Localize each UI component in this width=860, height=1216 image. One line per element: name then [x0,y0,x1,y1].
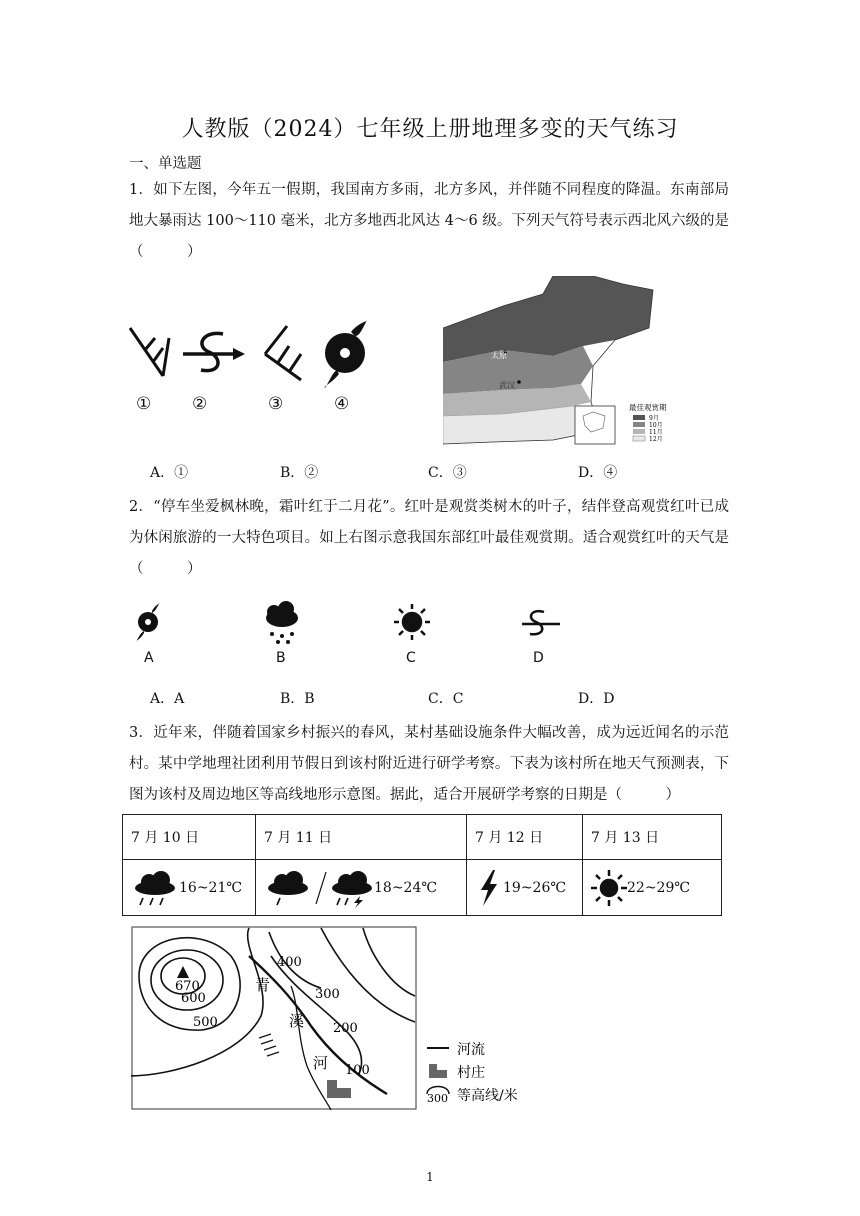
symbol-label-3: ③ [268,394,284,414]
river-char: 溪 [289,1012,305,1030]
q1-option-b[interactable]: B．② [280,465,319,481]
legend-village: 村庄 [457,1065,485,1081]
forecast-cell [467,860,583,916]
contour-map [131,926,551,1111]
symbol-label-2: ② [192,394,208,414]
q1-option-d[interactable]: D．④ [578,465,618,481]
q2-option-d[interactable]: D．D [578,691,615,707]
city-wuhan: 武汉 [499,381,515,390]
sun-icon [591,868,627,908]
legend-river: 河流 [457,1042,485,1058]
lightning-icon [475,868,503,908]
map-legend-item: 12月 [649,436,663,443]
contour-label: 100 [345,1063,370,1078]
section-heading: 一、单选题 [129,156,202,172]
q2-option-b[interactable]: B．B [280,691,315,707]
forecast-date: 7 月 13 日 [583,815,722,860]
forecast-temp: 22~29℃ [627,879,691,896]
light-rain-thunderstorm-icon [264,868,374,908]
legend-contour-sample: 300 [427,1092,448,1105]
forecast-temp: 19~26℃ [503,879,567,896]
q1-option-a[interactable]: A．① [150,465,189,481]
question-3-text: 3．近年来，伴随着国家乡村振兴的春风，某村基础设施条件大幅改善，成为远近闻名的示范村。某中学地理社团利用节假日到该村附近进行研学考察。下表为该村所在地天气预测表，下图为该村及周边地区等高线地形示意图。据此，适合开展研学考察的日期是（ ） [129,725,729,803]
q1-option-c[interactable]: C．③ [428,465,467,481]
q2-symbol-label-b: B [276,650,286,666]
question-2-text: 2．“停车坐爱枫林晚，霜叶红于二月花”。红叶是观赏类树木的叶子，结伴登高观赏红叶已成为休闲旅游的一大特色项目。如上右图示意我国东部红叶最佳观赏期。适合观赏红叶的天气是（ ） [129,499,729,577]
forecast-date: 7 月 10 日 [123,815,256,860]
wind-barb-nw-6-icon [130,328,169,376]
contour-label: 200 [333,1021,358,1036]
page-number: 1 [426,1170,434,1184]
q2-symbol-label-d: D [533,650,544,666]
inset-map-box [575,406,615,444]
forecast-cell [256,860,467,916]
symbol-label-1: ① [136,394,152,414]
q2-option-a[interactable]: A．A [150,691,185,707]
map-legend-title: 最佳观赏期 [629,403,667,412]
red-leaf-map [443,276,715,448]
contour-label: 300 [315,987,340,1002]
forecast-cell [583,860,722,916]
q2-symbol-label-c: C [406,650,416,666]
map-legend-item: 11月 [649,429,663,436]
sandstorm-icon [522,611,560,634]
map-legend-item: 9月 [649,415,659,422]
typhoon-icon [325,320,367,388]
q2-option-c[interactable]: C．C [428,691,464,707]
page-title: 人教版（2024）七年级上册地理多变的天气练习 [181,117,679,142]
contour-label: 500 [193,1015,218,1030]
forecast-date: 7 月 12 日 [467,815,583,860]
forecast-temp: 16~21℃ [179,879,243,896]
weather-symbols-q2 [132,598,572,648]
forecast-temp: 18~24℃ [374,879,438,896]
rain-cloud-icon [266,601,298,644]
city-taiyuan: 太原 [491,351,507,360]
legend-contour: 等高线/米 [457,1088,518,1104]
typhoon-icon [136,602,160,642]
river-char: 河 [313,1054,329,1072]
river-char: 青 [255,976,271,994]
weather-forecast-table [122,814,722,916]
contour-label: 600 [181,991,206,1006]
symbol-label-4: ④ [334,394,350,414]
q2-symbol-label-a: A [144,650,154,666]
sun-icon [394,604,430,640]
map-legend-item: 10月 [649,422,663,429]
question-1-text: 1．如下左图，今年五一假期，我国南方多雨，北方多风，并伴随不同程度的降温。东南部局地大暴雨达 100～110 毫米，北方多地西北风达 4～6 级。下列天气符号表示西北风六级的是（ ） [129,182,729,260]
contour-label: 400 [277,955,302,970]
rain-cloud-icon [131,868,179,908]
forecast-cell [123,860,256,916]
legend-village-icon [429,1064,447,1078]
forecast-date: 7 月 11 日 [256,815,467,860]
peak-elevation: 670 [175,979,200,994]
sandstorm-icon [183,333,233,370]
wind-barb-3-icon [265,326,301,380]
